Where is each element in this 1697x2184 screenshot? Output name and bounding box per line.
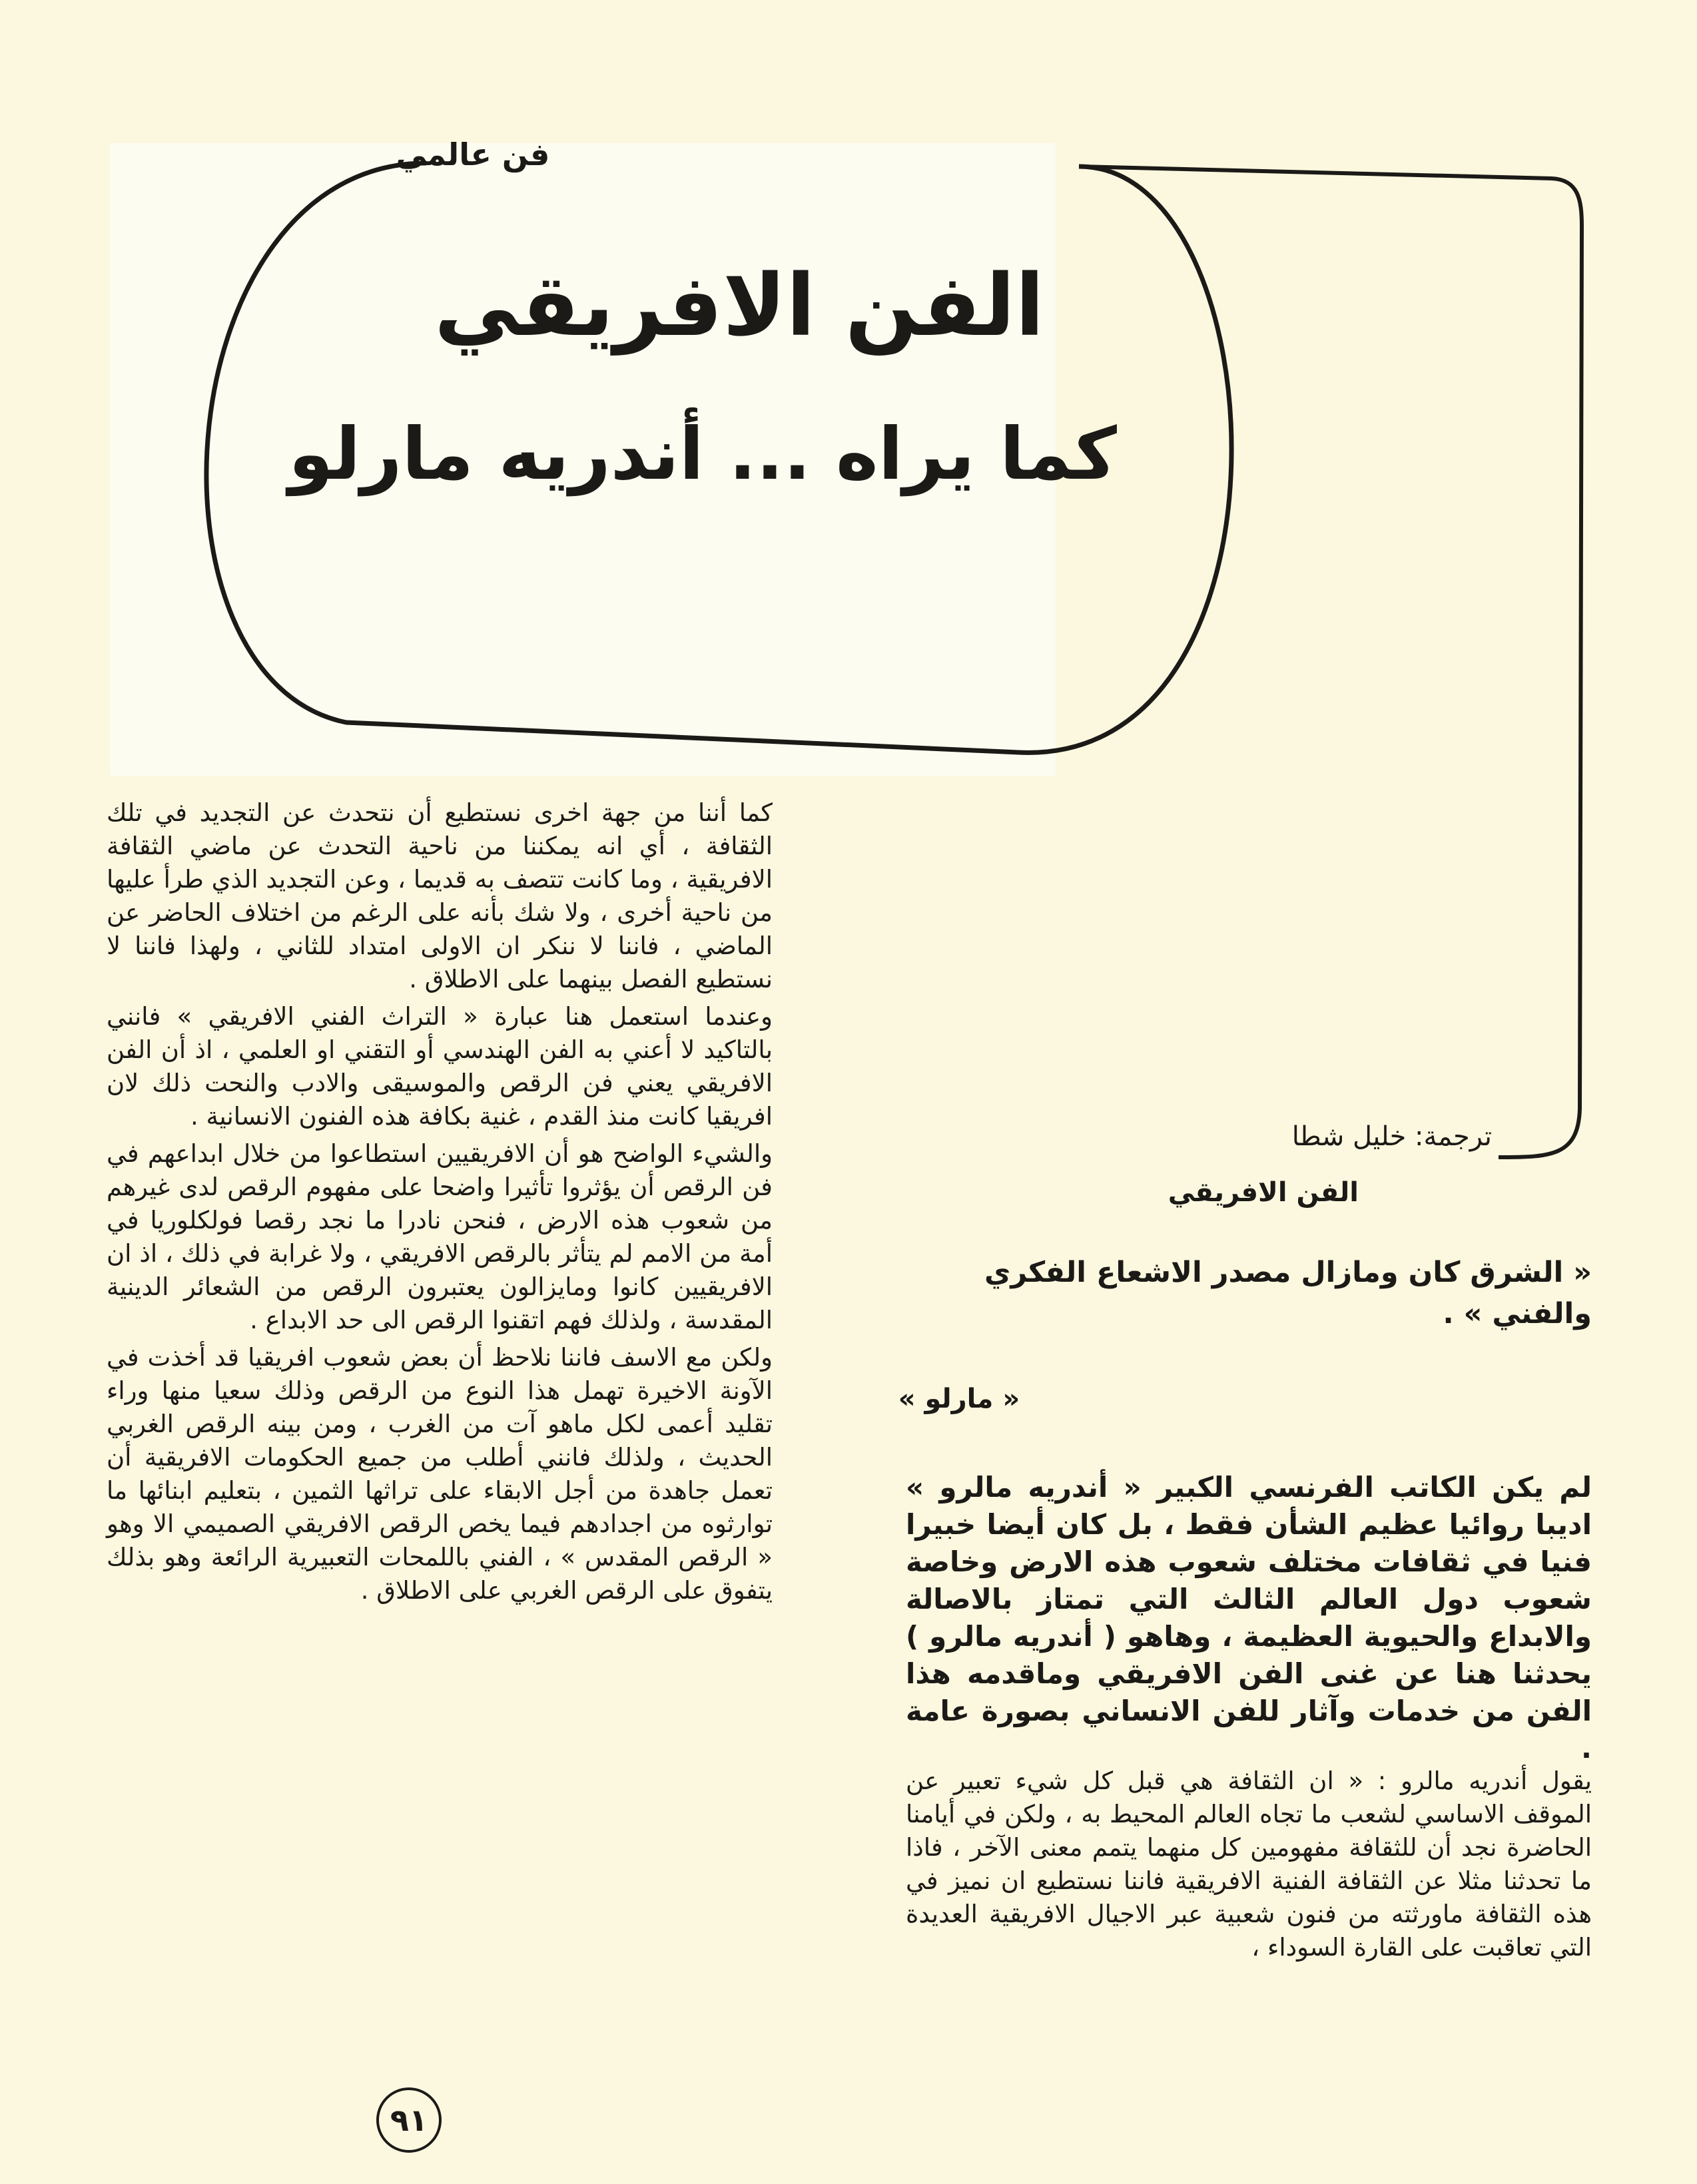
epigraph-quote: « الشرق كان ومازال مصدر الاشعاع الفكري والفني » . [984, 1256, 1592, 1330]
article-title: الفن الافريقي [434, 256, 1045, 356]
right-column-heading: الفن الافريقي [1168, 1177, 1359, 1208]
section-label: فن عالمي [396, 136, 550, 172]
paragraph: كما أننا من جهة اخرى نستطيع أن نتحدث عن التجديد في تلك الثقافة ، أي انه يمكننا من ناحية التحدث عن ماضي الثقافة الافريقية ، وما كانت تتصف به قديما ، وعن التجديد الذي طرأ عليها من ناحية أخرى ، ولا شك بأنه على الرغم من اختلاف الحاضر عن الماضي ، فاننا لا ننكر ان الاولى امتداد للثاني ، ولهذا فاننا لا نستطيع الفصل بينهما على الاطلاق . [107, 798, 773, 993]
article-subtitle: كما يراه ... أندريه مارلو [288, 413, 1117, 496]
page-number: ٩١ [376, 2087, 442, 2153]
left-column [107, 796, 773, 1611]
translator-byline: ترجمة: خليل شطا [1291, 1121, 1492, 1152]
paragraph: والشيء الواضح هو أن الافريقيين استطاعوا من خلال ابداعهم في فن الرقص أن يؤثروا تأثيرا واضحا على مفهوم الرقص لدى غيرهم من شعوب هذه الارض ، فنحن نادرا ما نجد رقصا فولكلوريا في أمة من الامم لم يتأثر بالرقص الافريقي ، ولا غرابة في ذلك ، اذ ان الافريقيين كانوا ومايزالون يعتبرون الرقص من الشعائر الدينية المقدسة ، ولذلك فهم اتقنوا الرقص الى حد الابداع . [107, 1139, 773, 1334]
intro-paragraph: لم يكن الكاتب الفرنسي الكبير « أندريه مالرو » اديبا روائيا عظيم الشأن فقط ، بل كان أيضا خبيرا فنيا في ثقافات مختلف شعوب هذه الارض وخاصة شعوب دول العالم الثالث التي تمتاز بالاصالة والابداع والحيوية العظيمة ، وهاهو ( أندريه مالرو ) يحدثنا هنا عن غنى الفن الافريقي وماقدمه هذا الفن من خدمات وآثار للفن الانساني بصورة عامة . [906, 1471, 1592, 1765]
body-paragraph: يقول أندريه مالرو : « ان الثقافة هي قبل كل شيء تعبير عن الموقف الاساسي لشعب ما تجاه العالم المحيط به ، ولكن في أيامنا الحاضرة نجد أن للثقافة مفهومين كل منهما يتمم معنى الآخر ، فاذا ما تحدثنا مثلا عن الثقافة الفنية الافريقية فاننا نستطيع ان نميز في هذه الثقافة ماورثته من فنون شعبية عبر الاجيال الافريقية العديدة التي تعاقبت على القارة السوداء ، [906, 1767, 1592, 1962]
paragraph: ولكن مع الاسف فاننا نلاحظ أن بعض شعوب افريقيا قد أخذت في الآونة الاخيرة تهمل هذا النوع من الرقص وذلك سعيا منها وراء تقليد أعمى لكل ماهو آت من الغرب ، ومن بينه الرقص الغربي الحديث ، ولذلك فانني أطلب من جميع الحكومات الافريقية أن تعمل جاهدة من أجل الابقاء على تراثها الثمين ، بتعليم ابنائها ما توارثوه من اجدادهم فيما يخص الرقص الافريقي الصميمي الا وهو « الرقص المقدس » ، الفني باللمحات التعبيرية الرائعة وهو بذلك يتفوق على الرقص الغربي على الاطلاق . [107, 1343, 773, 1605]
paragraph: وعندما استعمل هنا عبارة « التراث الفني الافريقي » فانني بالتاكيد لا أعني به الفن الهندسي أو التقني او العلمي ، اذ أن الفن الافريقي يعني فن الرقص والموسيقى والادب والنحت ذلك لان افريقيا كانت منذ القدم ، غنية بكافة هذه الفنون الانسانية . [107, 1002, 773, 1131]
byline-bracket-border [1079, 166, 1582, 1157]
epigraph-author: « مارلو » [898, 1384, 1020, 1414]
